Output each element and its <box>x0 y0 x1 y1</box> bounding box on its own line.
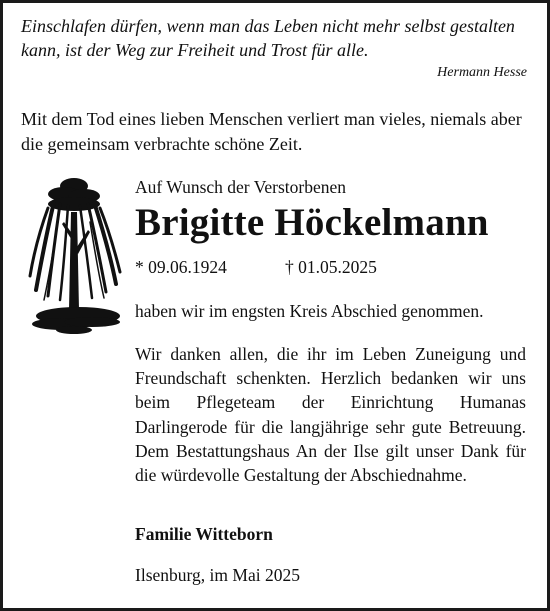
thanks-paragraph: Wir danken allen, die ihr im Leben Zuneigung und Freundschaft schenkten. Herzlich bedanken wir uns beim Pflegeteam der Einrichtung Humanas Darlingerode für die langjährige sehr gute Betreuung. Dem Bestattungshaus An der Ilse gilt unser Dank für die würdevolle Gestaltung der Abschiednahme. <box>135 344 526 486</box>
deceased-name: Brigitte Höckelmann <box>135 201 489 244</box>
death-date: † 01.05.2025 <box>285 257 377 277</box>
quote-author: Hermann Hesse <box>437 65 527 80</box>
place-and-date: Ilsenburg, im Mai 2025 <box>135 565 300 585</box>
farewell-text: haben wir im engsten Kreis Abschied genommen. <box>135 301 484 321</box>
quote-text: Einschlafen dürfen, wenn man das Leben nicht mehr selbst gestalten kann, ist der Weg zur Freiheit und Trost für alle. <box>21 16 515 60</box>
birth-date: * 09.06.1924 <box>135 257 227 277</box>
family-signature: Familie Witteborn <box>135 524 273 544</box>
intro-text: Mit dem Tod eines lieben Menschen verliert man vieles, niemals aber die gemeinsam verbrachte schöne Zeit. <box>21 109 522 154</box>
preamble-text: Auf Wunsch der Verstorbenen <box>135 177 347 197</box>
weeping-willow-icon <box>22 172 126 340</box>
